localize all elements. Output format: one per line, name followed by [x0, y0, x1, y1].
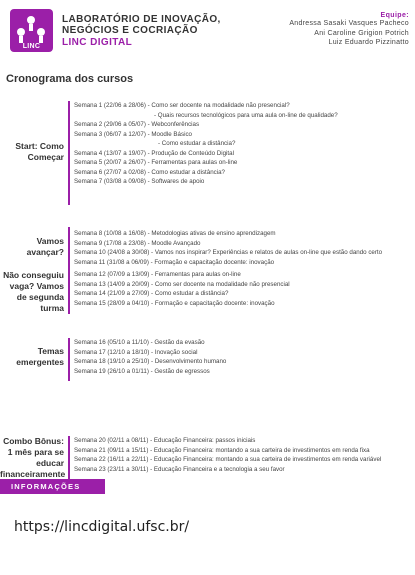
linc-logo [10, 9, 53, 52]
section-label: Não conseguiu vaga? Vamos de segunda turma [3, 270, 64, 313]
lab-title: LABORATÓRIO DE INOVAÇÃO, NEGÓCIOS E COCRIAÇÃO [62, 14, 221, 36]
section-label: Combo Bônus: 1 mês para se educar financeiramente [0, 436, 66, 479]
section-label: Vamos avançar? [26, 236, 64, 257]
week-item: Semana 19 (26/10 a 01/11) - Gestão de egressos [74, 367, 210, 375]
section-items [74, 270, 290, 308]
section-items [74, 436, 381, 474]
section-divider [68, 101, 70, 205]
section-divider [68, 227, 70, 273]
week-item: Semana 2 (29/06 a 05/07) - Webconferências [74, 121, 200, 129]
week-item: Semana 12 (07/09 a 13/09) - Ferramentas para aulas on-line [74, 271, 241, 278]
week-item: Semana 18 (19/10 a 25/10) - Desenvolvimento humano [74, 358, 227, 366]
person-icon [37, 28, 45, 36]
section-label: Temas emergentes [16, 346, 64, 367]
week-item: Semana 10 (24/08 a 30/08) - Vamos nos inspirar? Experiências e relatos de aulas on-line que estão dando certo [74, 249, 383, 257]
week-item: Semana 3 (06/07 a 12/07) - Moodle Básico [74, 130, 192, 138]
section-divider [68, 270, 70, 314]
week-item: Semana 7 (03/08 a 09/08) - Softwares de apoio [74, 178, 205, 186]
team-member: Andressa Sasaki Vasques Pacheco [289, 20, 409, 27]
week-item: Semana 1 (22/06 a 28/06) - Como ser docente na modalidade não presencial? [74, 102, 290, 109]
lab-subtitle: LINC DIGITAL [62, 37, 133, 48]
week-item: Semana 13 (14/09 a 20/09) - Como ser docente na modalidade não presencial [74, 280, 290, 288]
week-item: Semana 11 (31/08 a 06/09) - Formação e capacitação docente: inovação [74, 258, 275, 266]
week-item: Semana 22 (16/11 a 22/11) - Educação Financeira: montando a sua carteira de investimentos em renda variável [74, 456, 382, 464]
section-items [74, 101, 338, 187]
section-divider [68, 436, 70, 480]
week-subitem: - Quais recursos tecnológicos para uma aula on-line de qualidade? [154, 111, 338, 119]
week-item: Semana 8 (10/08 a 16/08) - Metodologias ativas de ensino aprendizagem [74, 230, 276, 237]
person-icon [17, 28, 25, 36]
week-item: Semana 5 (20/07 a 26/07) - Ferramentas para aulas on-line [74, 159, 238, 167]
section-items [74, 229, 382, 267]
section-items [74, 338, 226, 376]
week-item: Semana 23 (23/11 a 30/11) - Educação Financeira e a tecnologia a seu favor [74, 465, 285, 473]
person-icon [27, 16, 35, 24]
week-item: Semana 6 (27/07 a 02/08) - Como estudar a distância? [74, 168, 225, 176]
logo-text: LINC [22, 43, 41, 50]
team-member: Luiz Eduardo Pizzinatto [328, 39, 409, 46]
team-label: Equipe: [380, 12, 409, 19]
team-block [289, 12, 409, 48]
team-member: Ani Caroline Grigion Potrich [314, 29, 409, 37]
week-item: Semana 16 (05/10 a 11/10) - Gestão da evasão [74, 339, 205, 346]
section-label: Start: Como Começar [15, 141, 64, 162]
week-item: Semana 21 (09/11 a 15/11) - Educação Financeira: montando a sua carteira de investimentos em renda fixa [74, 446, 370, 454]
info-heading-bar [0, 479, 105, 494]
week-item: Semana 14 (21/09 a 27/09) - Como estudar a distância? [74, 290, 229, 298]
info-heading: INFORMAÇÕES [11, 482, 81, 491]
week-item: Semana 17 (12/10 a 18/10) - Inovação social [74, 348, 198, 356]
week-subitem: - Como estudar a distância? [158, 140, 236, 148]
page-title: Cronograma dos cursos [6, 73, 134, 85]
week-item: Semana 20 (02/11 a 08/11) - Educação Financeira: passos iniciais [74, 437, 256, 444]
week-item: Semana 4 (13/07 a 19/07) - Produção de Conteúdo Digital [74, 149, 234, 157]
week-item: Semana 9 (17/08 a 23/08) - Moodle Avançado [74, 239, 201, 247]
section-divider [68, 338, 70, 381]
week-item: Semana 15 (28/09 a 04/10) - Formação e capacitação docente: inovação [74, 299, 275, 307]
website-link[interactable]: https://lincdigital.ufsc.br/ [14, 519, 190, 535]
